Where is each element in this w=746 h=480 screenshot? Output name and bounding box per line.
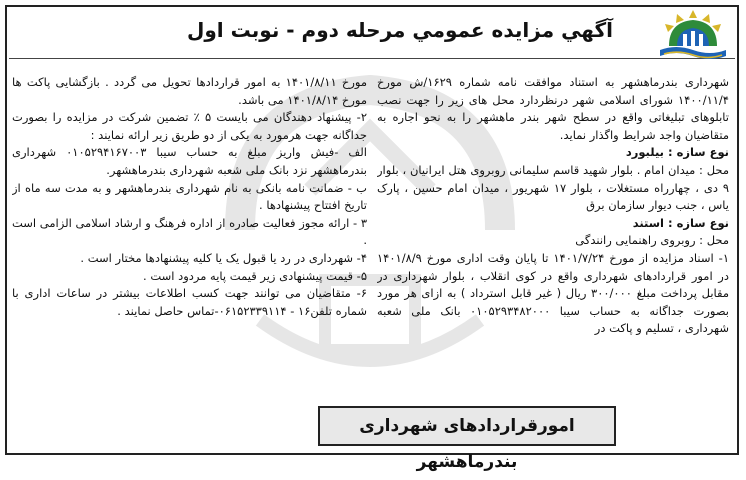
notice-right-column [377,74,729,404]
right-paragraph-billboard-locations: محل : میدان امام . بلوار شهید قاسم سلیمانی روبروی هتل ایرانیان ، بلوار ۹ دی ، چهارراه مستغلات ، بلوار ۱۷ شهریور ، میدان امام حسین ، پارک یاس ، جنب دیوار سازمان برق [377,162,729,213]
left-paragraph-item-5: ۵- قیمت پیشنهادی زیر قیمت پایه مردود است . [143,268,367,283]
left-paragraph-item-6: ۶- متقاضیان می توانند جهت کسب اطلاعات بیشتر در ساعات اداری با شماره تلفن۱۶ - ۰۶۱۵۲۳۳۹۱۱۴-تماس حاصل نمایند . [12,286,367,318]
notice-left-column [12,74,367,404]
right-paragraph-structure-stand: نوع سازه : استند [632,215,729,230]
footer-department-name: امورقراردادهای شهرداری بندرماهشهر [359,416,575,472]
left-paragraph-option-b: ب - ضمانت نامه بانکی به نام شهرداری بندرماهشهر و به مدت سه ماه از تاریخ افتتاح پیشنهادها . [12,180,367,213]
left-paragraph-delivery-date: مورخ ۱۴۰۱/۸/۱۱ به امور قراردادها تحویل می گردد . بازگشایی پاکت ها مورخ ۱۴۰۱/۸/۱۴ می باشد. [12,75,367,107]
left-paragraph-option-a: الف -فیش واریز مبلغ به حساب سیبا ۰۱۰۵۲۹۴۱۶۷۰۰۳ شهرداری بندرماهشهر نزد بانک ملی شعبه شهرداری بندرماهشهر. [12,145,367,177]
header-divider [9,58,735,59]
left-paragraph-item-4: ۴- شهرداری در رد یا قبول یک یا کلیه پیشنهادها مختار است . [80,250,367,265]
right-paragraph-structure-billboard: نوع سازه : بیلبورد [625,145,729,160]
right-paragraph-intro: شهرداری بندرماهشهر به استناد موافقت نامه شماره ۱۶۲۹/ش مورخ ۱۴۰۰/۱۱/۴ شورای اسلامی شهر درنظردارد محل های زیر را جهت نصب تابلوهای تبلیغاتی واقع در سطح شهر بندر ماهشهر را به نحو اجاره به متقاضیان واجد شرایط واگذار نماید. [377,75,729,142]
left-paragraph-item-2: ۲- پیشنهاد دهندگان می بایست ۵ ٪ تضمین شرکت در مزایده را بصورت جداگانه جهت هرمورد به یکی از دو طریق زیر ارائه نمایند : [12,110,367,142]
footer-banner [318,406,616,472]
left-paragraph-item-3: ۳ - ارائه مجوز فعالیت صادره از اداره فرهنگ و ارشاد اسلامی الزامی است . [12,215,367,248]
right-paragraph-stand-location: محل : روبروی راهنمایی رانندگی [575,233,729,248]
right-paragraph-item-1: ۱- اسناد مزایده از مورخ ۱۴۰۱/۷/۲۴ تا پایان وقت اداری مورخ ۱۴۰۱/۸/۹ در امور قراردادهای شهرداری واقع در کوی انقلاب ، بلوار شهرداری در مقابل پرداخت مبلغ ۳۰۰/۰۰۰ ریال ( غیر قابل استرداد ) به ازای هر مورد بصورت جداگانه به حساب سیبا ۰۱۰۵۲۹۳۴۸۲۰۰۰ بانک ملی شعبه شهرداری ، تسلیم و پاکت در [377,250,729,336]
notice-title: آگهي مزايده عمومي مرحله دوم - نوبت اول [187,18,613,42]
municipality-emblem-icon [652,6,734,62]
